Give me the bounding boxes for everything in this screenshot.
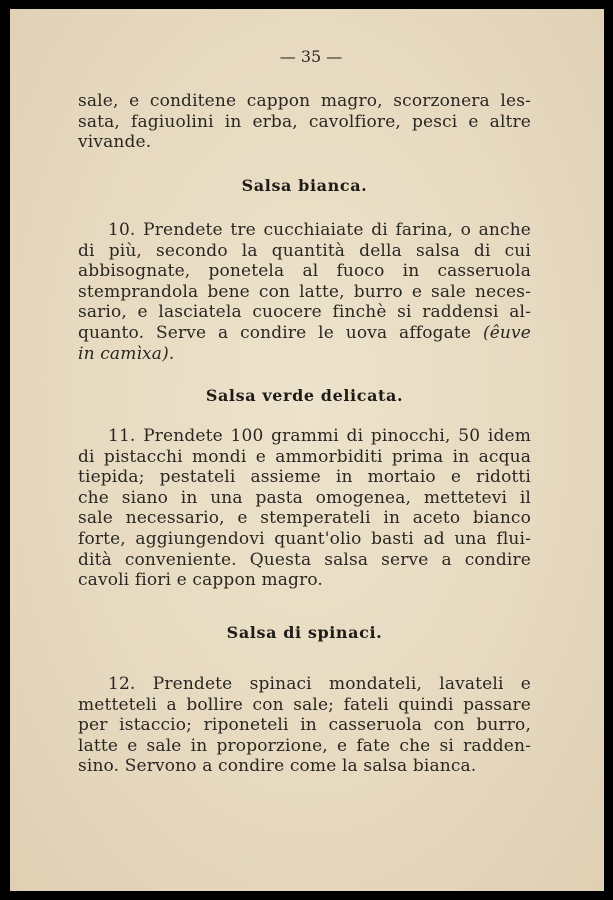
- text-fragment: quanto. Serve a condire le uova affogate: [78, 322, 472, 343]
- text-line: per istaccio; riponeteli in casseruola con burro,: [78, 715, 531, 736]
- italic-dialect-term: in camìxa).: [78, 343, 175, 364]
- text-line: dità conveniente. Questa salsa serve a condire: [78, 549, 531, 570]
- intro-paragraph: [78, 91, 531, 153]
- text-line: sino. Servono a condire come la salsa bianca.: [78, 756, 477, 777]
- book-page: [10, 9, 604, 891]
- italic-dialect-term: (êuve: [482, 322, 531, 343]
- section-heading-salsa-verde-delicata: Salsa verde delicata.: [205, 386, 404, 405]
- section-heading-salsa-bianca: Salsa bianca.: [241, 176, 368, 195]
- text-line: 12. Prendete spinaci mondateli, lavateli e: [108, 674, 531, 694]
- text-line: forte, aggiungendovi quant'olio basti ad una flui-: [78, 528, 531, 549]
- text-line: 10. Prendete tre cucchiaiate di farina, o anche: [108, 220, 531, 240]
- text-line: sata, fagiuolini in erba, cavolfiore, pesci e altre: [78, 111, 531, 132]
- text-line: 11. Prendete 100 grammi di pinocchi, 50 idem: [108, 426, 531, 446]
- text-line: di pistacchi mondi e ammorbiditi prima in acqua: [78, 446, 531, 467]
- text-line-with-italic: [78, 323, 531, 344]
- text-line: stemprandola bene con latte, burro e sale neces-: [78, 281, 531, 302]
- text-line: sale necessario, e stemperateli in aceto bianco: [78, 508, 531, 529]
- text-line: sale, e conditene cappon magro, scorzonera les-: [78, 91, 531, 111]
- text-line: latte e sale in proporzione, e fate che si radden-: [78, 735, 531, 756]
- text-line: cavoli fiori e cappon magro.: [78, 570, 323, 591]
- text-line: abbisognate, ponetela al fuoco in casseruola: [78, 261, 531, 282]
- page-number: — 35 —: [279, 47, 343, 66]
- recipe-paragraph-12: [78, 674, 531, 777]
- section-heading-salsa-di-spinaci: Salsa di spinaci.: [226, 623, 383, 642]
- text-line: di più, secondo la quantità della salsa di cui: [78, 240, 531, 261]
- text-line: che siano in una pasta omogenea, mettetevi il: [78, 487, 531, 508]
- text-line: metteteli a bollire con sale; fateli quindi passare: [78, 694, 531, 715]
- text-line: sario, e lasciatela cuocere finchè si raddensi al-: [78, 302, 531, 323]
- text-line: tiepida; pestateli assieme in mortaio e ridotti: [78, 467, 531, 488]
- recipe-paragraph-10: [78, 220, 531, 364]
- text-line: vivande.: [78, 132, 152, 153]
- recipe-paragraph-11: [78, 426, 531, 591]
